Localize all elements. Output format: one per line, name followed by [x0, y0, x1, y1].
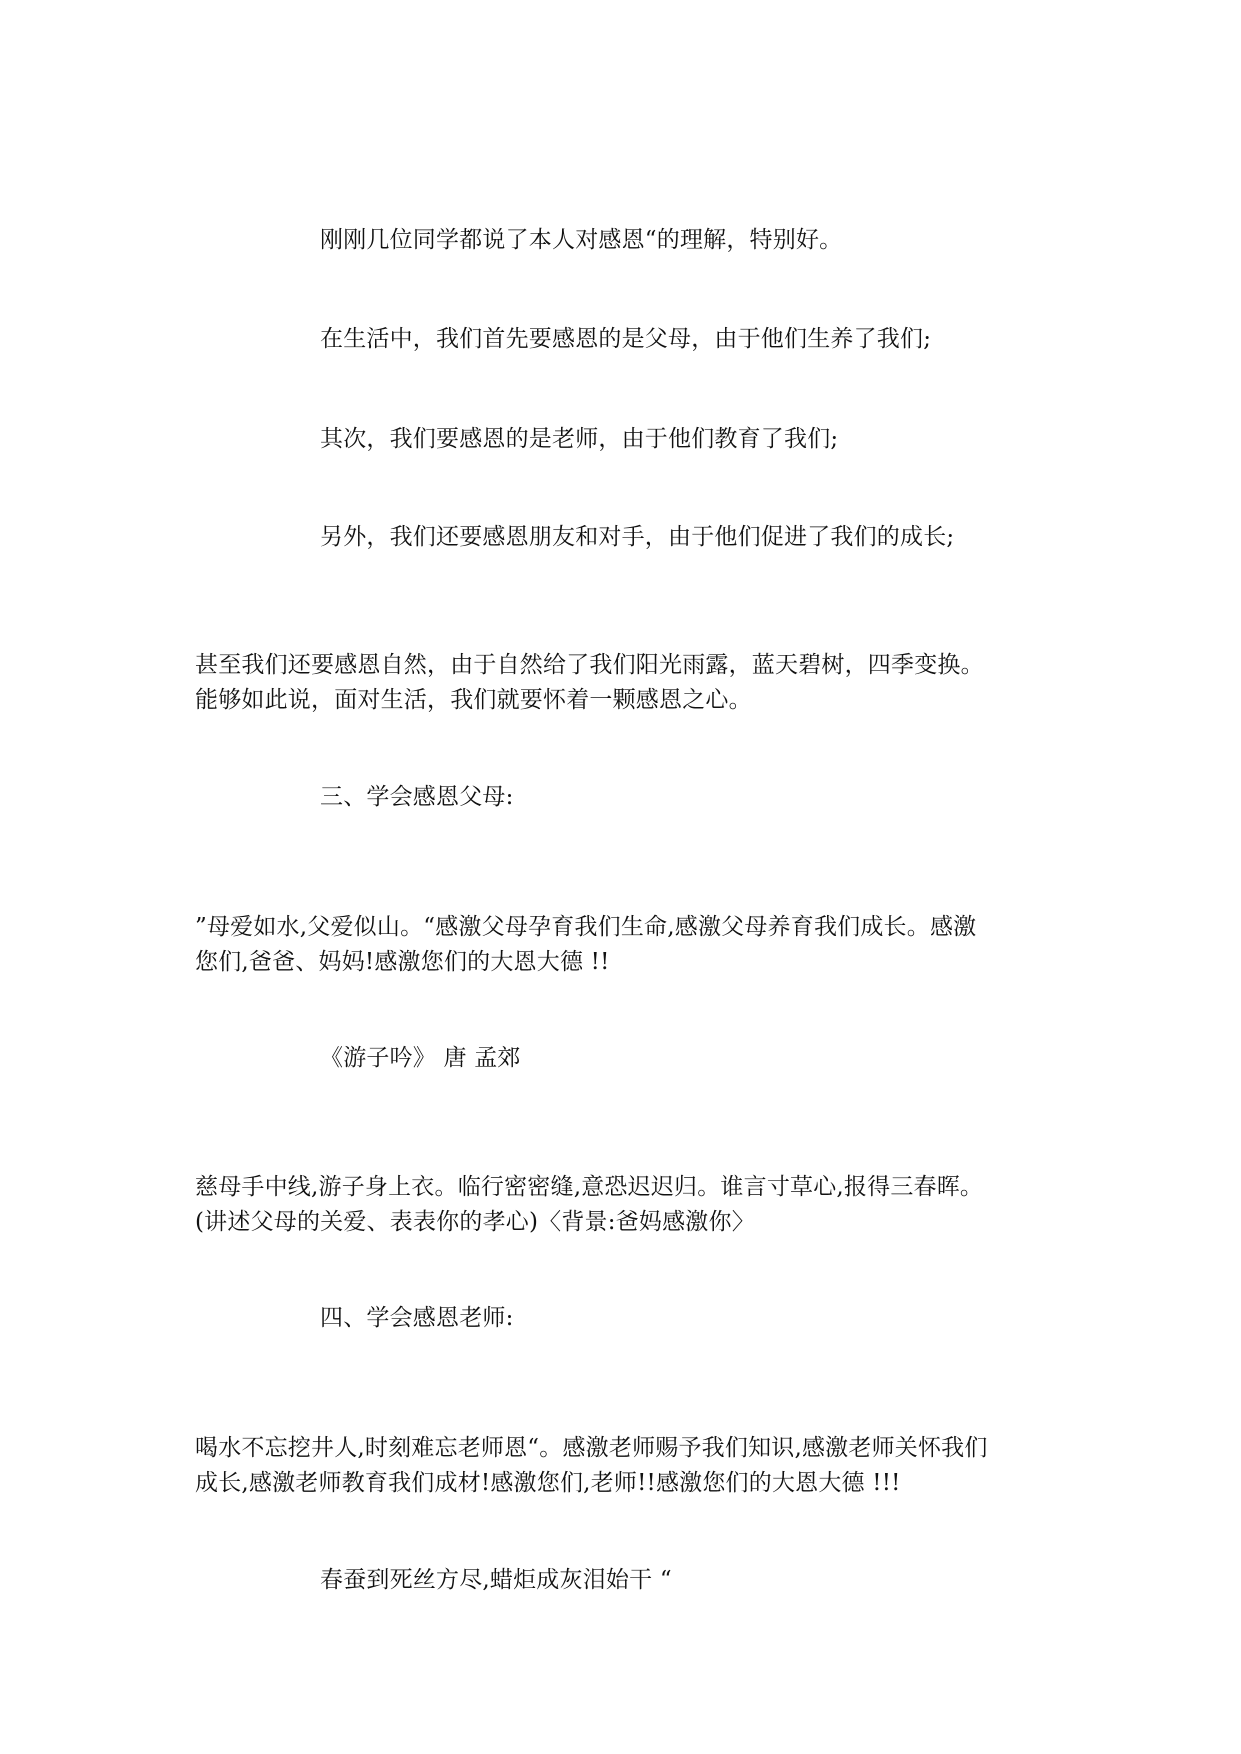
paragraph-line: 其次，我们要感恩的是老师，由于他们教育了我们; [320, 426, 839, 452]
paragraph-line: 慈母手中线,游子身上衣。临行密密缝,意恐迟迟归。谁言寸草心,报得三春晖。 [195, 1174, 984, 1200]
paragraph-line: 在生活中，我们首先要感恩的是父母，由于他们生养了我们; [320, 326, 932, 352]
paragraph-line: 刚刚几位同学都说了本人对感恩“的理解，特别好。 [320, 227, 843, 253]
section-heading: 四、学会感恩老师: [320, 1305, 514, 1331]
paragraph-line: 另外，我们还要感恩朋友和对手，由于他们促进了我们的成长; [320, 524, 955, 550]
paragraph-line: (讲述父母的关爱、表表你的孝心)〈背景:爸妈感激你〉 [195, 1209, 755, 1235]
paragraph-line: ”母爱如水,父爱似山。“感激父母孕育我们生命,感激父母养育我们成长。感激 [195, 914, 977, 940]
poem-title: 《游子吟》 唐 孟郊 [320, 1045, 521, 1071]
paragraph-line: 春蚕到死丝方尽,蜡炬成灰泪始干 “ [320, 1567, 672, 1593]
paragraph-line: 甚至我们还要感恩自然，由于自然给了我们阳光雨露，蓝天碧树，四季变换。 [195, 652, 984, 678]
paragraph-line: 成长,感激老师教育我们成材!感激您们,老师!!感激您们的大恩大德 !!! [195, 1470, 901, 1496]
section-heading: 三、学会感恩父母: [320, 784, 514, 810]
paragraph-line: 喝水不忘挖井人,时刻难忘老师恩“。感激老师赐予我们知识,感激老师关怀我们 [195, 1435, 988, 1461]
paragraph-line: 您们,爸爸、妈妈!感激您们的大恩大德 !! [195, 949, 610, 975]
paragraph-line: 能够如此说，面对生活，我们就要怀着一颗感恩之心。 [195, 687, 752, 713]
